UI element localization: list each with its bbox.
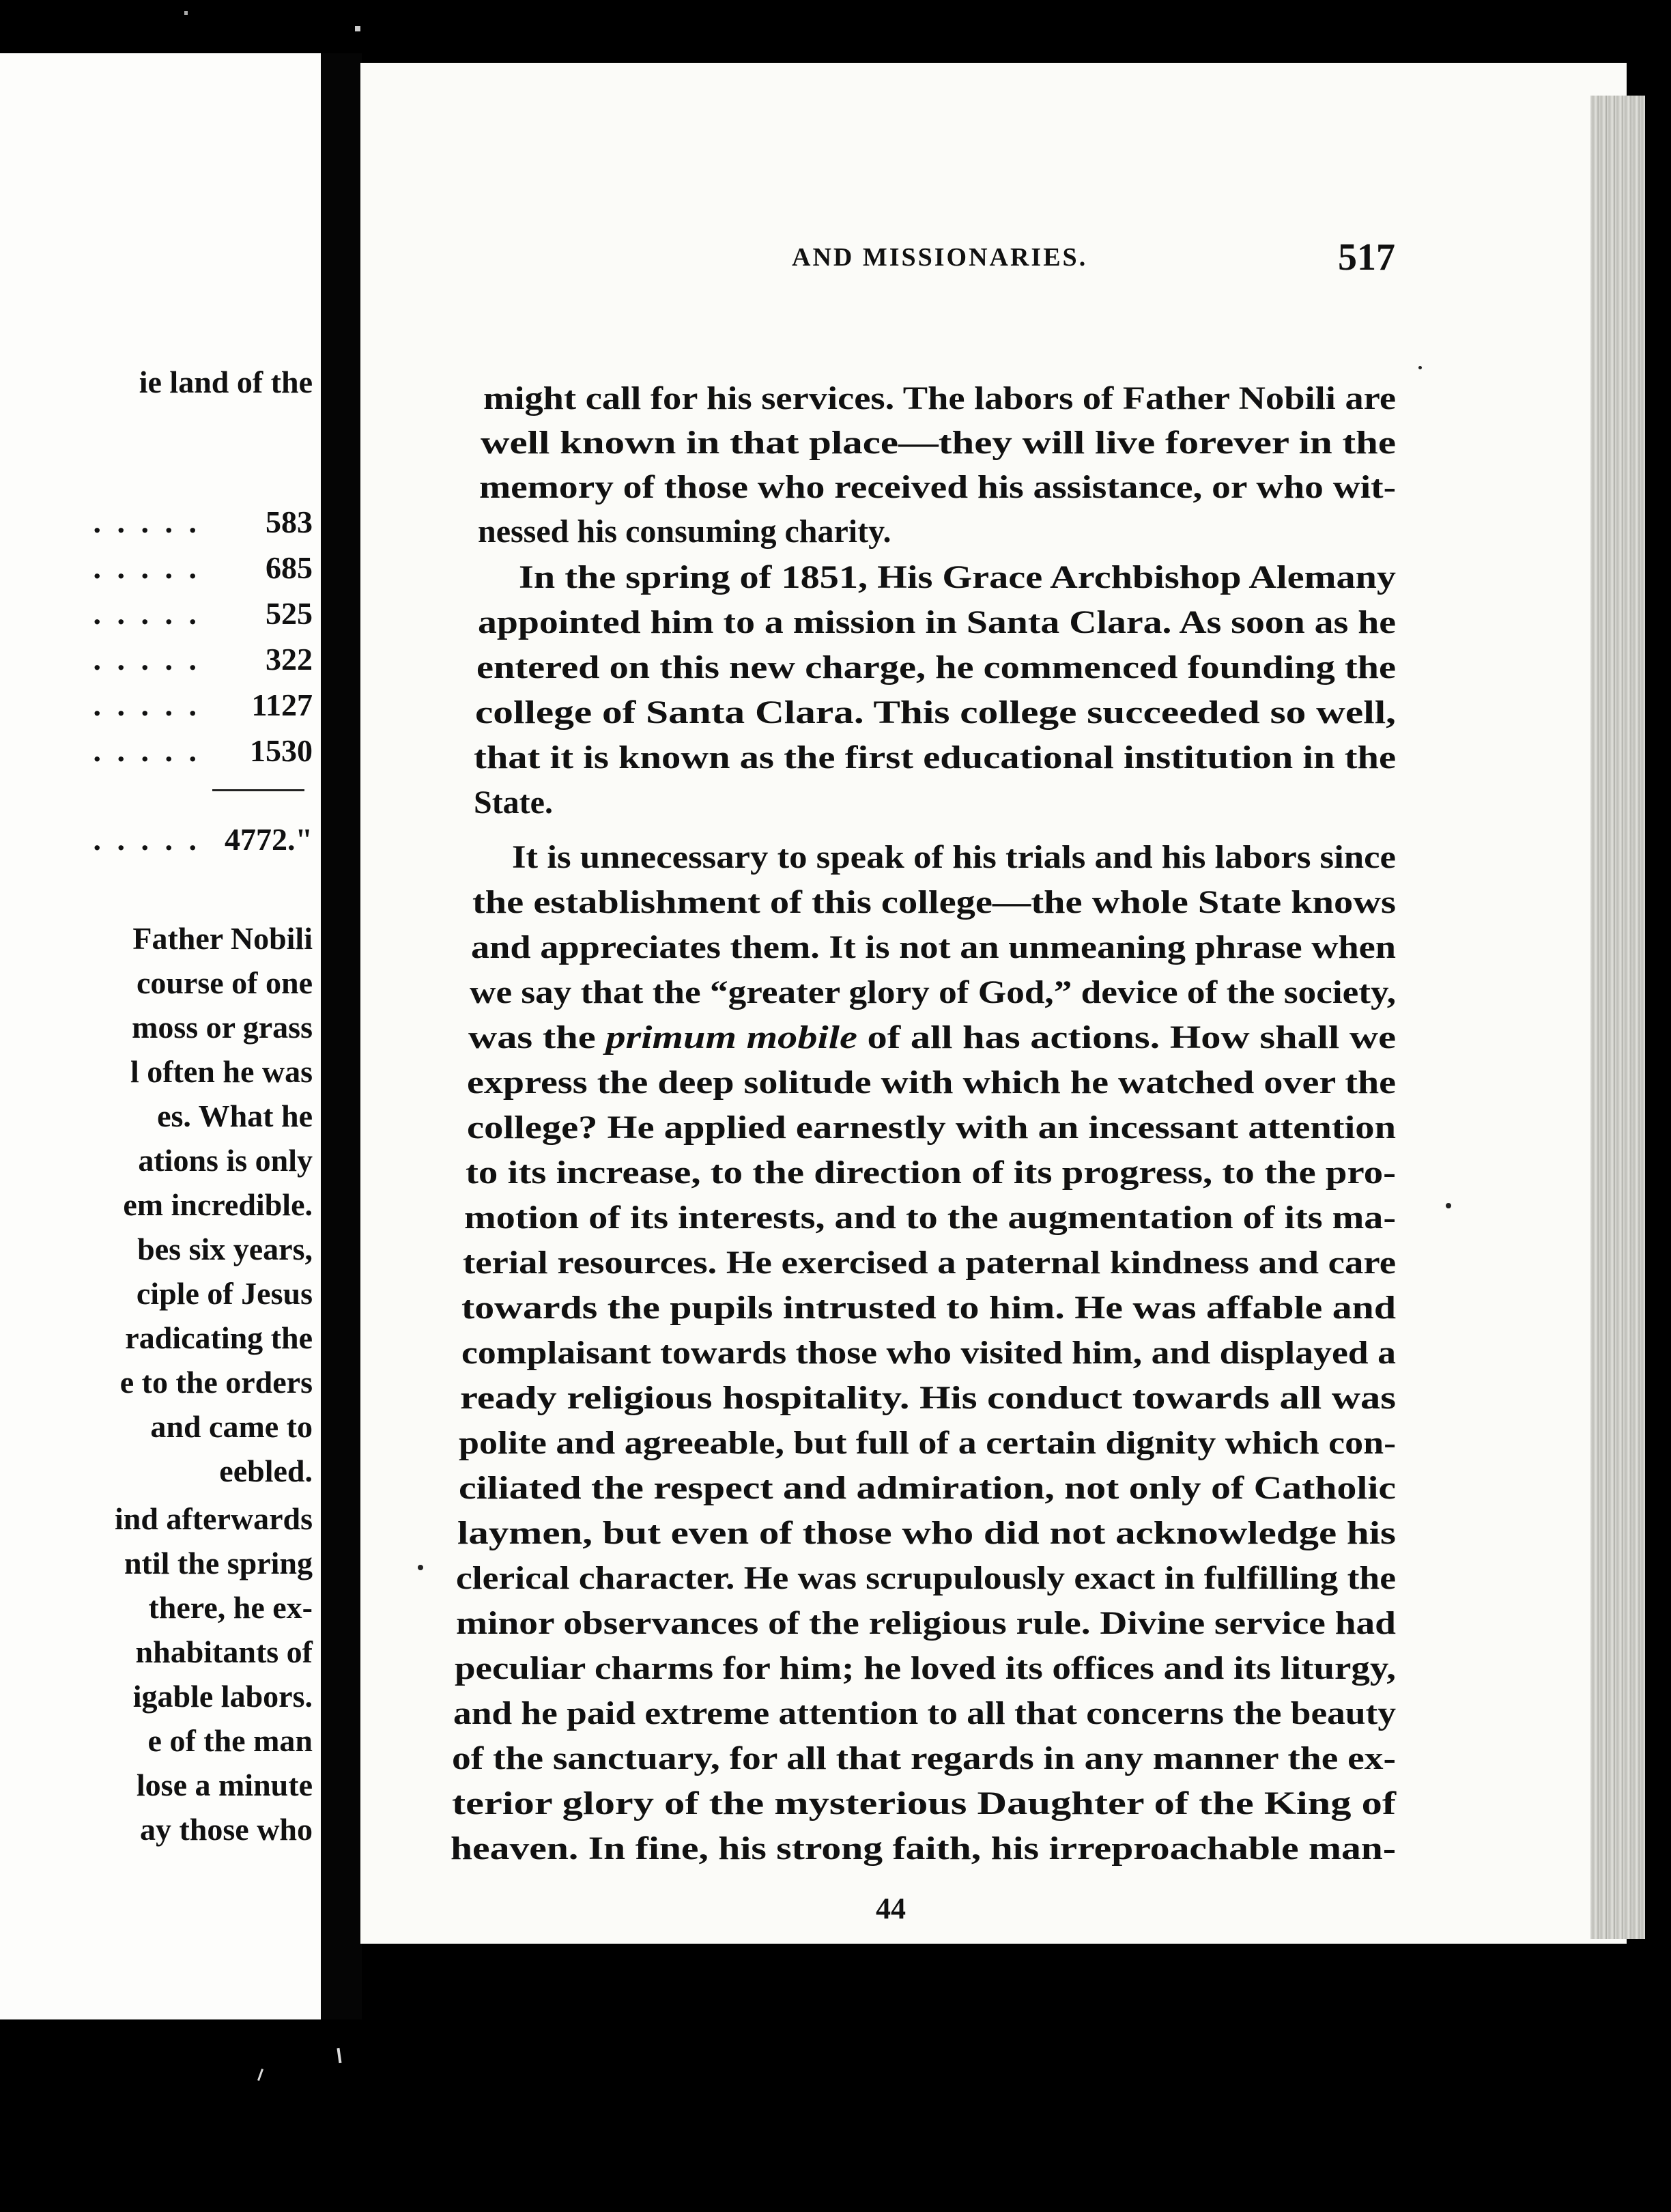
body-line: we say that the “greater glory of God,” device of the society,: [470, 974, 1397, 1010]
left-line: ind afterwards: [114, 1501, 313, 1536]
scan-mark: [184, 11, 188, 15]
body-line: to its increase, to the direction of its progress, to the pro-: [466, 1154, 1397, 1191]
body-line: towards the pupils intrusted to him. He was affable and: [461, 1290, 1397, 1326]
table-row: [94, 687, 313, 723]
body-line: that it is known as the first educational institution in the: [474, 739, 1397, 776]
italic-phrase: primum mobile: [605, 1019, 857, 1055]
table-value: 525: [266, 596, 313, 631]
body-line: appointed him to a mission in Santa Clara. As soon as he: [478, 604, 1396, 640]
table-dots: . . . . .: [93, 596, 201, 631]
left-line: there, he ex-: [148, 1590, 313, 1625]
body-line: terior glory of the mysterious Daughter of the King of: [452, 1785, 1396, 1821]
body-line: complaisant towards those who visited him, and displayed a: [461, 1335, 1396, 1371]
body-line: might call for his services. The labors of Father Nobili are: [483, 380, 1397, 416]
body-line: memory of those who received his assistance, or who wit-: [479, 469, 1397, 505]
body-line: motion of its interests, and to the augmentation of its ma-: [464, 1200, 1397, 1236]
left-line: radicating the: [125, 1320, 313, 1355]
table-dots: . . . . .: [93, 822, 201, 857]
body-line: State.: [474, 784, 553, 821]
left-line: nhabitants of: [135, 1634, 313, 1669]
body-line-start: was the: [468, 1019, 596, 1055]
table-row: [94, 504, 313, 540]
left-line: ntil the spring: [124, 1546, 313, 1580]
sum-rule: [212, 789, 304, 791]
left-line: e of the man: [147, 1723, 313, 1758]
table-value: 583: [266, 505, 313, 539]
scan-mark: [257, 2069, 263, 2081]
table-row: [94, 641, 313, 677]
body-line: nessed his consuming charity.: [478, 513, 891, 550]
table-value: 4772.": [224, 822, 313, 857]
body-line: well known in that place—they will live forever in the: [481, 425, 1397, 461]
body-line: of the sanctuary, for all that regards in any manner the ex-: [452, 1740, 1396, 1776]
page-number: 517: [1338, 236, 1395, 279]
table-dots: . . . . .: [93, 733, 201, 768]
body-line: minor observances of the religious rule. Divine service had: [456, 1605, 1396, 1641]
body-line-with-italic: [468, 1021, 1396, 1054]
page-edge-shading: [1590, 96, 1645, 1939]
left-line: em incredible.: [123, 1187, 313, 1222]
table-row: [94, 595, 313, 632]
left-line: ay those who: [139, 1812, 313, 1847]
scan-mark: [355, 26, 360, 31]
body-line: heaven. In fine, his strong faith, his irreproachable man-: [451, 1830, 1397, 1867]
table-row: [94, 550, 313, 586]
left-line: ations is only: [138, 1143, 313, 1178]
body-line: terial resources. He exercised a paternal kindness and care: [463, 1245, 1397, 1281]
left-line: es. What he: [157, 1098, 313, 1133]
scan-speck: [1418, 366, 1422, 369]
table-dots: . . . . .: [93, 550, 201, 585]
body-line: express the deep solitude with which he watched over the: [467, 1064, 1397, 1101]
scan-speck: [418, 1565, 423, 1570]
running-head: AND MISSIONARIES.: [792, 243, 1088, 272]
table-dots: . . . . .: [93, 505, 201, 539]
left-line: lose a minute: [136, 1768, 313, 1802]
table-value: 1127: [251, 687, 313, 722]
left-line: l often he was: [130, 1054, 313, 1089]
table-row: [94, 733, 313, 769]
left-line: igable labors.: [132, 1679, 313, 1714]
book-gutter: [321, 53, 362, 2019]
table-value: 1530: [250, 733, 313, 768]
body-line: polite and agreeable, but full of a certain dignity which con-: [459, 1425, 1397, 1461]
table-value: 685: [266, 550, 313, 585]
body-line: laymen, but even of those who did not acknowledge his: [457, 1515, 1396, 1551]
left-page: [0, 53, 321, 2019]
table-value: 322: [266, 642, 313, 677]
table-total-row: [94, 821, 313, 857]
body-line: In the spring of 1851, His Grace Archbishop Alemany: [519, 559, 1397, 595]
table-dots: . . . . .: [93, 687, 201, 722]
body-line: and he paid extreme attention to all that concerns the beauty: [453, 1695, 1397, 1731]
left-line: Father Nobili: [132, 921, 313, 956]
body-line-rest: of all has actions. How shall we: [867, 1019, 1397, 1055]
left-line: eebled.: [219, 1454, 313, 1488]
scan-speck: [1446, 1203, 1451, 1208]
body-line: college? He applied earnestly with an incessant attention: [467, 1109, 1397, 1146]
left-line: moss or grass: [132, 1010, 313, 1045]
scan-mark: [337, 2048, 341, 2063]
left-line: ie land of the: [139, 365, 313, 399]
body-line: and appreciates them. It is not an unmeaning phrase when: [471, 929, 1397, 965]
body-line: the establishment of this college—the whole State knows: [472, 884, 1397, 920]
body-line: ciliated the respect and admiration, not only of Catholic: [459, 1470, 1397, 1506]
body-line: ready religious hospitality. His conduct towards all was: [460, 1380, 1396, 1416]
body-line: entered on this new charge, he commenced founding the: [476, 649, 1396, 685]
body-line: It is unnecessary to speak of his trials and his labors since: [512, 839, 1396, 875]
table-dots: . . . . .: [93, 642, 201, 677]
left-line: course of one: [136, 965, 313, 1000]
signature-mark: 44: [876, 1892, 906, 1925]
left-line: ciple of Jesus: [136, 1276, 313, 1311]
left-line: bes six years,: [137, 1232, 313, 1266]
left-line: e to the orders: [119, 1365, 313, 1400]
body-line: college of Santa Clara. This college succeeded so well,: [475, 694, 1397, 731]
body-line: peculiar charms for him; he loved its offices and its liturgy,: [455, 1650, 1397, 1686]
body-line: clerical character. He was scrupulously exact in fulfilling the: [456, 1560, 1396, 1596]
left-line: and came to: [150, 1409, 313, 1444]
